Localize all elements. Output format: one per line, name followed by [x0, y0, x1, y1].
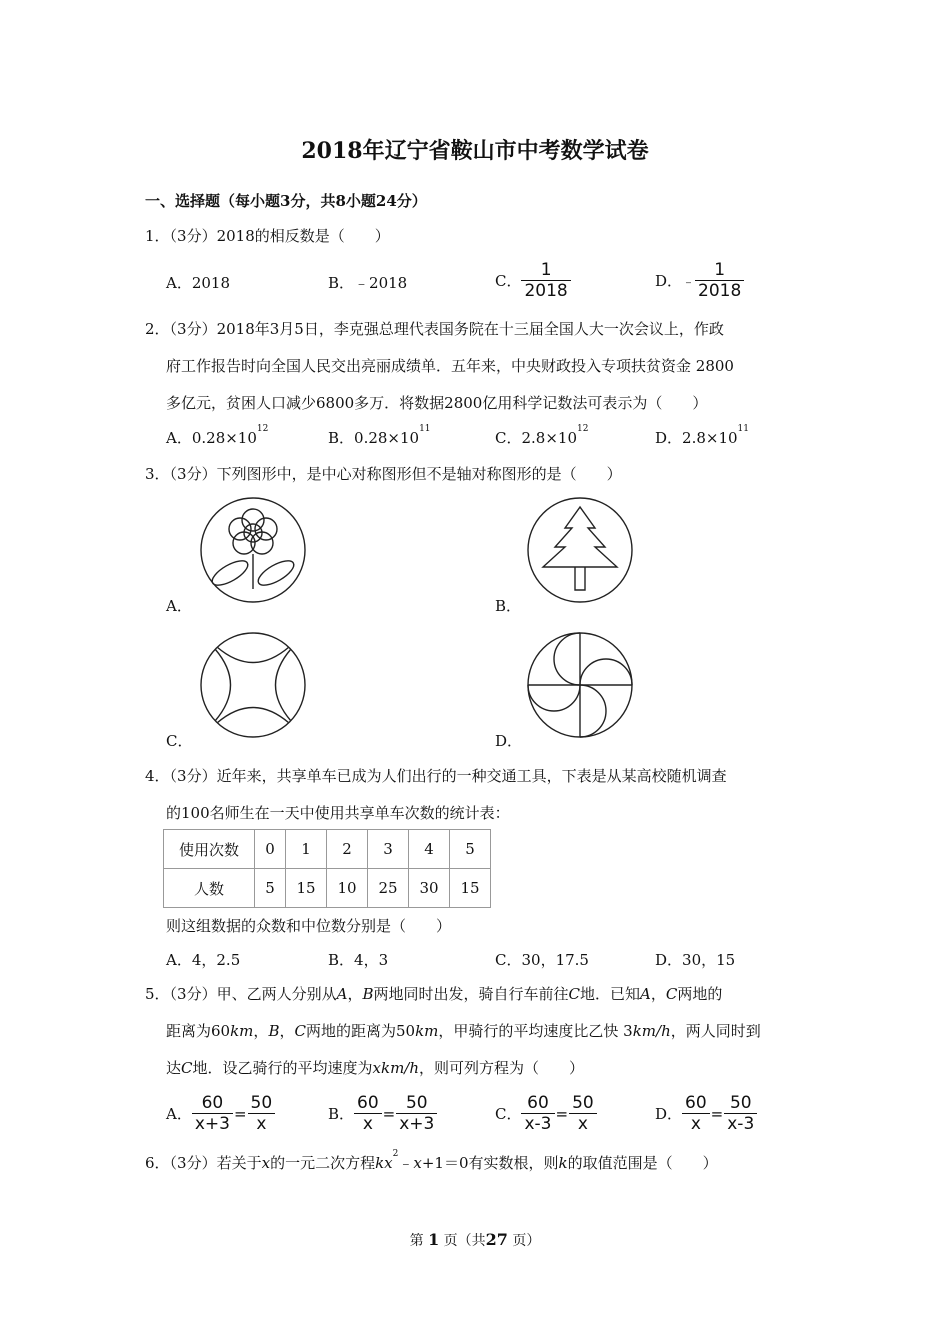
text: ， — [253, 1022, 269, 1040]
q4-option-c: C．30，17.5 — [495, 951, 589, 969]
text: ， — [279, 1022, 295, 1040]
concave-square-figure — [198, 630, 308, 740]
q4-line-2: 的100名师生在一天中使用共享单车次数的统计表： — [166, 804, 510, 822]
text: 达 — [166, 1059, 182, 1077]
text: ，则可列方程为（ ） — [419, 1059, 585, 1077]
table-cell: 25 — [368, 869, 409, 908]
equals-sign: = — [555, 1104, 569, 1123]
q5-option-d — [655, 1093, 757, 1134]
fraction-numerator: 50 — [405, 1093, 428, 1113]
fraction — [521, 1093, 554, 1134]
q4-question: 则这组数据的众数和中位数分别是（ ） — [166, 917, 452, 935]
table-cell: 4 — [409, 830, 450, 869]
q1-option-c-fraction — [521, 260, 570, 301]
text: 5．（3分）甲、乙两人分别从 — [145, 985, 337, 1003]
variable: kx — [375, 1154, 393, 1172]
variable: x — [413, 1154, 422, 1172]
fraction-numerator: 50 — [572, 1093, 594, 1113]
q1-option-c — [495, 260, 571, 301]
q5-line-2 — [166, 1020, 761, 1041]
equation — [682, 1093, 757, 1134]
q3-option-a: A． — [166, 597, 192, 615]
point-label: A — [640, 985, 651, 1003]
fraction-denominator: x — [354, 1113, 382, 1134]
q2-option-b-text: B．0.28×10 — [328, 429, 420, 447]
section-heading: 一、选择题（每小题3分，共8小题24分） — [145, 192, 427, 210]
fraction-numerator: 50 — [250, 1093, 273, 1113]
page-number: 1 — [428, 1230, 440, 1249]
exponent: 12 — [256, 424, 269, 434]
exponent: 11 — [419, 424, 431, 434]
table-row — [164, 830, 491, 869]
fraction-denominator: x+3 — [396, 1113, 437, 1134]
flower-figure — [198, 495, 308, 605]
page-title: 2018年辽宁省鞍山市中考数学试卷 — [301, 138, 649, 164]
q2-line-2: 府工作报告时向全国人民交出亮丽成绩单．五年来，中央财政投入专项扶贫资金 2800 — [166, 357, 734, 375]
fraction — [682, 1093, 710, 1134]
q1-stem: 1．（3分）2018的相反数是（ ） — [145, 227, 390, 245]
fraction — [396, 1093, 437, 1134]
q5-option-c — [495, 1093, 597, 1134]
fraction — [192, 1093, 233, 1134]
text: ， — [650, 985, 666, 1003]
fraction — [248, 1093, 276, 1134]
table-cell: 5 — [450, 830, 491, 869]
text: ，甲骑行的平均速度比乙快 3 — [438, 1022, 633, 1040]
usage-statistics-table — [163, 829, 491, 908]
text: ， — [347, 985, 363, 1003]
q2-option-b — [328, 424, 431, 448]
q5-line-3 — [166, 1057, 584, 1078]
fraction — [724, 1093, 757, 1134]
q2-option-d-text: D．2.8×10 — [655, 429, 738, 447]
equation — [354, 1093, 437, 1134]
exponent: 2 — [392, 1149, 399, 1159]
text: 第 — [409, 1233, 424, 1249]
text: 6．（3分）若关于 — [145, 1154, 262, 1172]
page-footer — [0, 1230, 950, 1250]
total-pages: 27 — [485, 1230, 508, 1249]
fraction-denominator: x-3 — [724, 1113, 757, 1134]
text: 地．设乙骑行的平均速度为 — [192, 1059, 373, 1077]
fraction-denominator: 2018 — [695, 280, 744, 301]
fraction-numerator: 60 — [527, 1093, 549, 1113]
q1-option-d — [655, 260, 744, 301]
table-cell: 3 — [368, 830, 409, 869]
text: 页（共 — [443, 1233, 486, 1249]
q1-option-d-fraction — [695, 260, 744, 301]
q5-option-a — [166, 1093, 275, 1134]
option-label: A． — [166, 1105, 192, 1123]
q2-option-a-text: A．0.28×10 — [166, 429, 257, 447]
fraction-numerator: 1 — [540, 260, 552, 280]
q2-option-a — [166, 424, 269, 448]
q4-option-b: B．4，3 — [328, 951, 389, 969]
fraction — [569, 1093, 597, 1134]
q1-option-d-label: D． — [655, 272, 683, 290]
q5-option-b — [328, 1093, 437, 1134]
unit: km — [415, 1022, 439, 1040]
exponent: 12 — [577, 424, 589, 434]
text: 页） — [512, 1233, 541, 1249]
q3-option-b: B． — [495, 597, 522, 615]
q1-option-a: A．2018 — [166, 274, 231, 292]
text: 距离为60 — [166, 1022, 231, 1040]
option-label: D． — [655, 1105, 683, 1123]
text: +1＝0有实数根，则 — [421, 1154, 559, 1172]
point-label: B — [362, 985, 374, 1003]
unit: km — [230, 1022, 254, 1040]
table-cell: 1 — [286, 830, 327, 869]
unit: km/h — [632, 1022, 671, 1040]
table-cell: 15 — [286, 869, 327, 908]
q2-line-3: 多亿元，贫困人口减少6800多万．将数据2800亿用科学记数法可表示为（ ） — [166, 394, 708, 412]
point-label: C — [665, 985, 678, 1003]
fraction-numerator: 60 — [357, 1093, 379, 1113]
table-cell: 30 — [409, 869, 450, 908]
option-label: B． — [328, 1105, 355, 1123]
variable: xkm/h — [372, 1059, 420, 1077]
q3-option-c: C． — [166, 732, 193, 750]
fraction-numerator: 60 — [685, 1093, 707, 1113]
table-header-cell: 使用次数 — [164, 830, 255, 869]
q2-option-c — [495, 424, 589, 448]
point-label: C — [181, 1059, 193, 1077]
fraction-denominator: x+3 — [192, 1113, 233, 1134]
q2-option-c-text: C．2.8×10 — [495, 429, 577, 447]
text: 两地同时出发，骑自行车前往 — [373, 985, 569, 1003]
text: ﹣ — [398, 1154, 414, 1172]
text: 地．已知 — [579, 985, 640, 1003]
table-cell: 5 — [255, 869, 286, 908]
equals-sign: = — [710, 1104, 724, 1123]
point-label: C — [294, 1022, 306, 1040]
q1-option-d-sign: ﹣ — [682, 275, 696, 290]
fraction-denominator: x-3 — [521, 1113, 554, 1134]
exponent: 11 — [737, 424, 749, 434]
text: 的取值范围是（ ） — [567, 1154, 718, 1172]
variable: k — [558, 1154, 568, 1172]
equals-sign: = — [233, 1104, 247, 1123]
fraction-numerator: 50 — [729, 1093, 752, 1113]
equation — [521, 1093, 596, 1134]
text: ，两人同时到 — [670, 1022, 761, 1040]
q4-line-1: 4．（3分）近年来，共享单车已成为人们出行的一种交通工具，下表是从某高校随机调查 — [145, 767, 727, 785]
table-row — [164, 869, 491, 908]
q5-line-1 — [145, 983, 722, 1004]
q6-stem — [145, 1149, 718, 1173]
pinwheel-figure — [525, 630, 635, 740]
fraction-denominator: x — [248, 1113, 276, 1134]
q2-option-d — [655, 424, 749, 448]
q3-stem: 3．（3分）下列图形中，是中心对称图形但不是轴对称图形的是（ ） — [145, 465, 622, 483]
fraction-numerator: 60 — [201, 1093, 224, 1113]
table-header-cell: 人数 — [164, 869, 255, 908]
table-cell: 2 — [327, 830, 368, 869]
point-label: C — [568, 985, 580, 1003]
q4-option-a: A．4，2.5 — [166, 951, 241, 969]
equals-sign: = — [382, 1104, 396, 1123]
fraction-numerator: 1 — [714, 260, 726, 280]
text: 两地的 — [677, 985, 723, 1003]
q1-option-b: B．﹣2018 — [328, 274, 408, 292]
table-cell: 10 — [327, 869, 368, 908]
point-label: A — [336, 985, 348, 1003]
equation — [192, 1093, 275, 1134]
fraction-denominator: 2018 — [521, 280, 570, 301]
text: 的一元二次方程 — [270, 1154, 376, 1172]
q4-option-d: D．30，15 — [655, 951, 736, 969]
q3-option-d: D． — [495, 732, 523, 750]
fraction-denominator: x — [569, 1113, 597, 1134]
table-cell: 15 — [450, 869, 491, 908]
fraction-denominator: x — [682, 1113, 710, 1134]
text: 两地的距离为50 — [305, 1022, 416, 1040]
point-label: B — [268, 1022, 280, 1040]
option-label: C． — [495, 1105, 522, 1123]
variable: x — [261, 1154, 271, 1172]
fraction — [354, 1093, 382, 1134]
q2-line-1: 2．（3分）2018年3月5日，李克强总理代表国务院在十三届全国人大一次会议上，作政 — [145, 320, 724, 338]
q1-option-c-label: C． — [495, 272, 522, 290]
table-cell: 0 — [255, 830, 286, 869]
tree-figure — [525, 495, 635, 605]
